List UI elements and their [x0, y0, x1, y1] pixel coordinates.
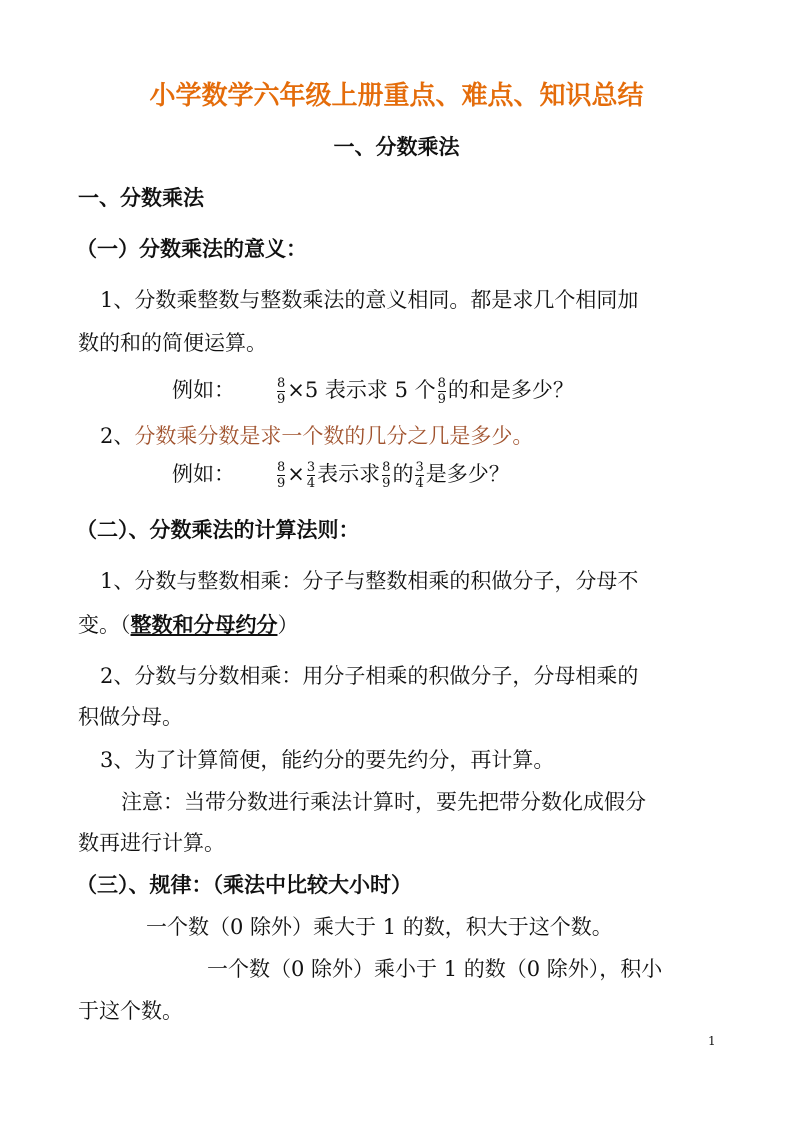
subsection-heading-1: （一）分数乘法的意义：	[76, 237, 307, 261]
paragraph: 一个数（0 除外）乘大于 1 的数，积大于这个数。	[146, 915, 613, 939]
example-1: 例如： $\frac{8}{9}$ ×5 表示求 5 个 $\frac{8}{9}$ 的和是多少？	[172, 376, 574, 407]
paragraph: 1、分数与整数相乘：分子与整数相乘的积做分子，分母不	[100, 569, 639, 593]
paragraph: 3、为了计算简便，能约分的要先约分，再计算。	[100, 748, 555, 772]
underlined-text: 整数和分母约分	[130, 613, 278, 637]
paragraph: 1、分数乘整数与整数乘法的意义相同。都是求几个相同加	[100, 288, 639, 312]
paragraph: 2、分数与分数相乘：用分子相乘的积做分子，分母相乘的	[100, 664, 639, 688]
fraction: $\frac{8}{9}$	[437, 376, 446, 407]
page-number: 1	[708, 1034, 716, 1048]
paragraph: 一个数（0 除外）乘小于 1 的数（0 除外），积小	[207, 957, 663, 981]
document-title: 小学数学六年级上册重点、难点、知识总结	[149, 81, 644, 111]
subsection-heading-2: （二）、分数乘法的计算法则：	[76, 518, 360, 542]
paragraph: 2、分数乘分数是求一个数的几分之几是多少。	[100, 424, 534, 448]
note: 注意：当带分数进行乘法计算时，要先把带分数化成假分	[121, 790, 646, 814]
paragraph: 于这个数。	[78, 999, 183, 1023]
example-label: 例如：	[172, 378, 235, 402]
paragraph: 数的和的简便运算。	[78, 331, 267, 355]
note: 数再进行计算。	[78, 831, 225, 855]
fraction: $\frac{8}{9}$	[277, 376, 286, 407]
paragraph: 变。（整数和分母约分）	[78, 613, 299, 637]
highlighted-text: 分数乘分数是求一个数的几分之几是多少。	[134, 424, 534, 448]
chapter-title: 一、分数乘法	[333, 135, 460, 159]
section-heading: 一、分数乘法	[78, 186, 204, 210]
paragraph: 积做分母。	[78, 705, 183, 729]
subsection-heading-3: （三）、规律：（乘法中比较大小时）	[76, 873, 412, 897]
example-2: 例如： $\frac{8}{9}$ × $\frac{3}{4}$ 表示求 $\frac{8}{9}$ 的 $\frac{3}{4}$ 是多少？	[172, 460, 510, 491]
